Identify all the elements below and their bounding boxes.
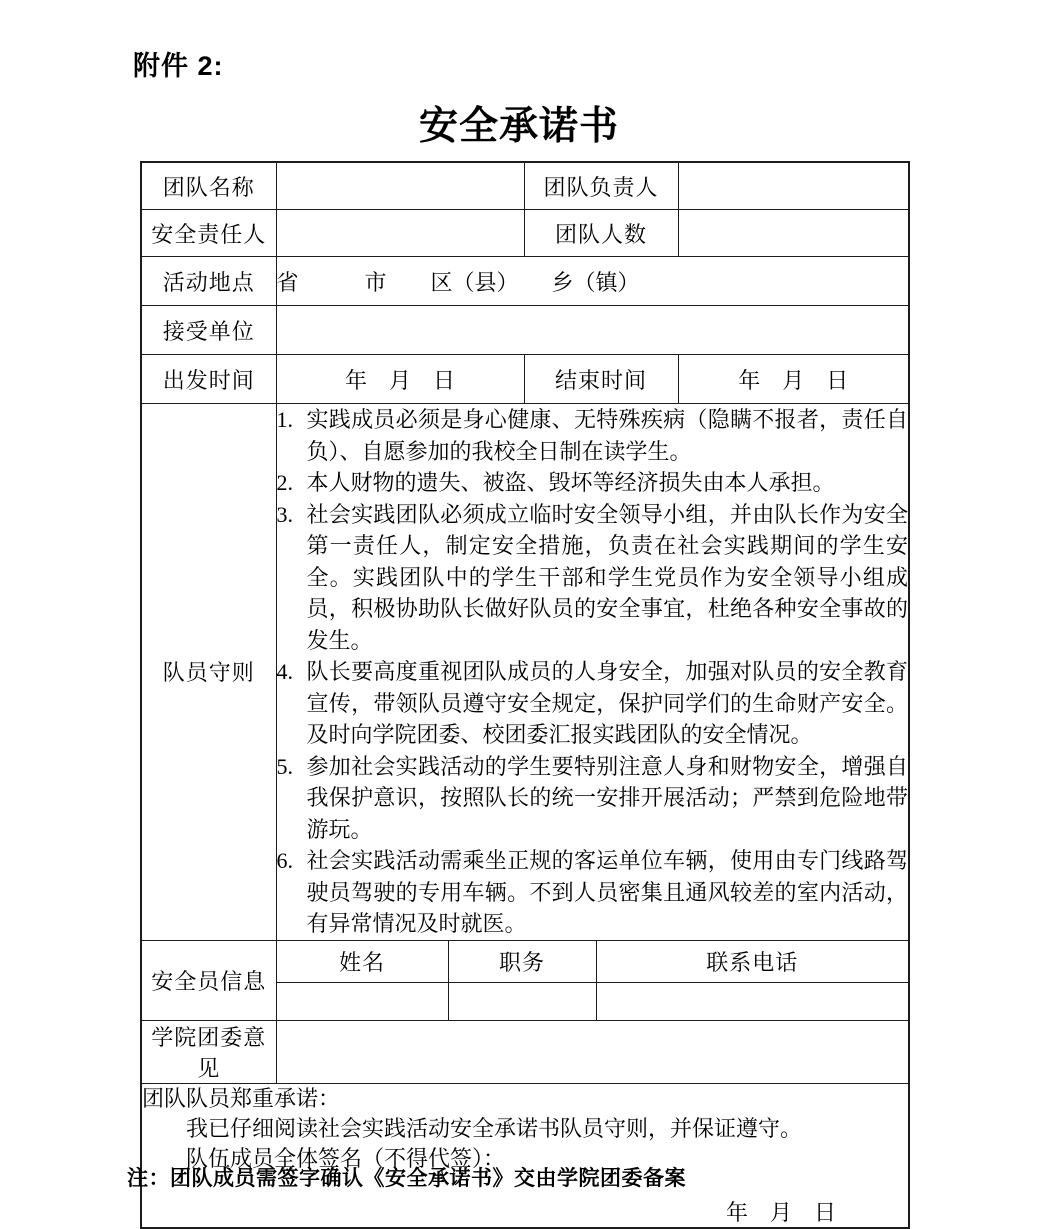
team-name-field[interactable] bbox=[276, 162, 524, 210]
pledge-date-field[interactable]: 年 月 日 bbox=[726, 1199, 837, 1225]
member-rules-label: 队员守则 bbox=[141, 404, 276, 941]
table-row bbox=[141, 404, 909, 941]
table-row bbox=[141, 355, 909, 404]
table-row bbox=[141, 940, 909, 982]
rule-number: 2. bbox=[276, 470, 293, 495]
team-leader-label: 团队负责人 bbox=[524, 162, 678, 210]
rule-item bbox=[277, 656, 909, 751]
table-row bbox=[141, 306, 909, 355]
table-row bbox=[141, 1020, 909, 1083]
rule-number: 3. bbox=[276, 501, 293, 527]
page-title: 安全承诺书 bbox=[418, 105, 619, 148]
member-rules-content bbox=[276, 404, 909, 941]
table-row bbox=[141, 210, 909, 257]
rule-text: 本人财物的遗失、被盗、毁坏等经济损失由本人承担。 bbox=[306, 470, 835, 495]
officer-position-header: 职务 bbox=[448, 940, 596, 982]
departure-date-field[interactable]: 年 月 日 bbox=[276, 355, 524, 404]
pledge-signature-instruction: 队伍成员全体签名（不得代签）： bbox=[186, 1145, 506, 1171]
end-date-field[interactable]: 年 月 日 bbox=[678, 355, 909, 404]
member-rules-list bbox=[277, 404, 909, 940]
officer-phone-field[interactable] bbox=[596, 982, 909, 1020]
rule-number: 4. bbox=[276, 659, 293, 684]
pledge-statement: 我已仔细阅读社会实践活动安全承诺书队员守则，并保证遵守。 bbox=[186, 1115, 803, 1141]
rule-item bbox=[277, 404, 909, 467]
activity-location-field[interactable]: 省 市 区（县） 乡（镇） bbox=[276, 257, 909, 306]
activity-location-label: 活动地点 bbox=[141, 257, 276, 306]
table-row bbox=[141, 162, 909, 210]
rule-number: 5. bbox=[276, 753, 293, 779]
end-time-label: 结束时间 bbox=[524, 355, 678, 404]
officer-phone-header: 联系电话 bbox=[596, 940, 909, 982]
team-leader-field[interactable] bbox=[678, 162, 909, 210]
committee-opinion-field[interactable] bbox=[276, 1020, 909, 1083]
safety-commitment-form-table bbox=[140, 161, 910, 1229]
rule-text: 社会实践团队必须成立临时安全领导小组，并由队长作为安全第一责任人，制定安全措施，负责在社会实践期间的学生安全。实践团队中的学生干部和学生党员作为安全领导小组成员，积极协助队长做好队员的安全事宜，杜绝各种安全事故的发生。 bbox=[306, 501, 909, 653]
footnote: 注：团队成员需签字确认《安全承诺书》交由学院团委备案 bbox=[127, 1166, 686, 1190]
officer-name-header: 姓名 bbox=[276, 940, 448, 982]
table-row bbox=[141, 1083, 909, 1228]
table-row bbox=[141, 257, 909, 306]
team-size-label: 团队人数 bbox=[524, 210, 678, 257]
pledge-heading: 团队队员郑重承诺： bbox=[142, 1085, 341, 1111]
rule-item bbox=[277, 845, 909, 940]
departure-time-label: 出发时间 bbox=[141, 355, 276, 404]
pledge-section bbox=[141, 1083, 909, 1228]
rule-number: 6. bbox=[276, 848, 293, 873]
safety-officer-label: 安全员信息 bbox=[141, 940, 276, 1020]
committee-opinion-label: 学院团委意见 bbox=[141, 1020, 276, 1083]
receiving-unit-label: 接受单位 bbox=[141, 306, 276, 355]
officer-name-field[interactable] bbox=[276, 982, 448, 1020]
rule-text: 实践成员必须是身心健康、无特殊疾病（隐瞒不报者，责任自负）、自愿参加的我校全日制在读学生。 bbox=[306, 407, 909, 464]
attachment-label: 附件 2: bbox=[133, 51, 224, 81]
rule-item bbox=[277, 467, 909, 499]
rule-text: 社会实践活动需乘坐正规的客运单位车辆，使用由专门线路驾驶员驾驶的专用车辆。不到人员密集且通风较差的室内活动，有异常情况及时就医。 bbox=[306, 848, 909, 936]
rule-item bbox=[277, 751, 909, 846]
team-name-label: 团队名称 bbox=[141, 162, 276, 210]
rule-text: 队长要高度重视团队成员的人身安全，加强对队员的安全教育宣传，带领队员遵守安全规定，保护同学们的生命财产安全。及时向学院团委、校团委汇报实践团队的安全情况。 bbox=[306, 659, 909, 747]
rule-item bbox=[277, 499, 909, 657]
rule-text: 参加社会实践活动的学生要特别注意人身和财物安全，增强自我保护意识，按照队长的统一安排开展活动；严禁到危险地带游玩。 bbox=[306, 753, 909, 842]
receiving-unit-field[interactable] bbox=[276, 306, 909, 355]
officer-position-field[interactable] bbox=[448, 982, 596, 1020]
safety-responsible-field[interactable] bbox=[276, 210, 524, 257]
rule-number: 1. bbox=[276, 407, 293, 432]
team-size-field[interactable] bbox=[678, 210, 909, 257]
safety-responsible-label: 安全责任人 bbox=[141, 210, 276, 257]
